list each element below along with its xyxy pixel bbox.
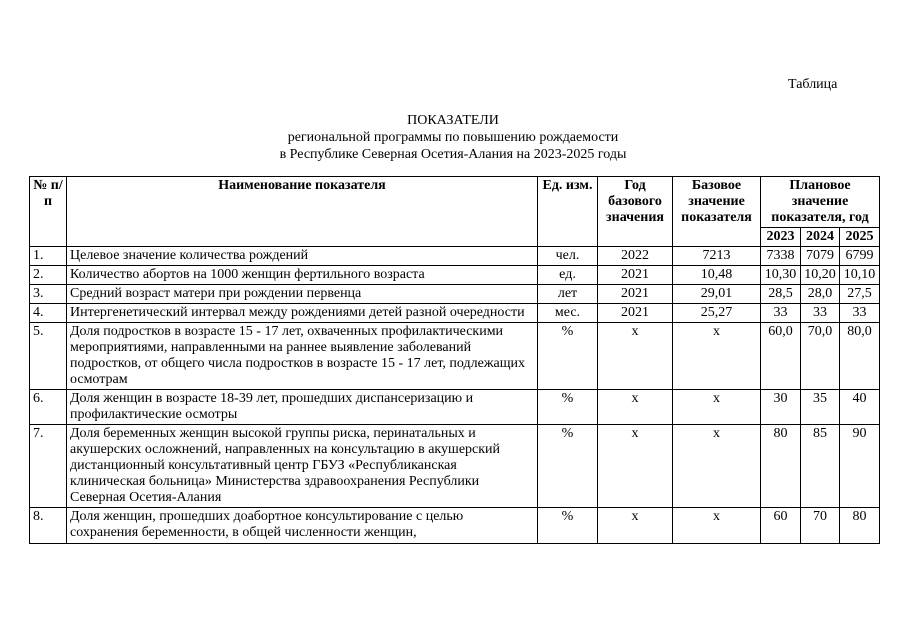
row-unit: мес. [538,304,598,323]
row-value-2024: 7079 [801,247,840,266]
row-base-year: x [598,390,673,425]
row-value-2023: 10,30 [761,266,801,285]
header-year-2023: 2023 [761,228,801,247]
row-base-year: x [598,425,673,508]
row-base-year: 2022 [598,247,673,266]
document-heading [0,112,906,163]
row-unit: % [538,508,598,544]
row-value-2025: 33 [840,304,880,323]
row-base-value: 29,01 [673,285,761,304]
row-value-2024: 85 [801,425,840,508]
row-value-2024: 33 [801,304,840,323]
row-base-year: 2021 [598,304,673,323]
header-year-2024: 2024 [801,228,840,247]
row-value-2023: 60,0 [761,323,801,390]
row-indicator-name: Интергенетический интервал между рождениями детей разной очередности [67,304,538,323]
row-base-value: x [673,323,761,390]
table-row [30,390,880,425]
row-value-2025: 6799 [840,247,880,266]
row-number: 1. [30,247,67,266]
row-value-2025: 10,10 [840,266,880,285]
header-planned-value: Плановое значение показателя, год [761,177,880,228]
header-unit: Ед. изм. [538,177,598,247]
table-row [30,247,880,266]
header-number: № п/п [30,177,67,247]
row-base-value: 10,48 [673,266,761,285]
row-value-2024: 28,0 [801,285,840,304]
row-base-year: 2021 [598,285,673,304]
table-row [30,323,880,390]
row-base-value: x [673,390,761,425]
row-base-value: x [673,425,761,508]
table-label: Таблица [788,77,838,92]
row-value-2023: 33 [761,304,801,323]
header-base-value: Базовое значение показателя [673,177,761,247]
row-value-2025: 40 [840,390,880,425]
row-number: 6. [30,390,67,425]
row-unit: чел. [538,247,598,266]
row-indicator-name: Доля подростков в возрасте 15 - 17 лет, охваченных профилактическими мероприятиями, направленными на раннее выявление заболеваний подростков, от общего числа подростков в возрасте 15 - 17 лет, подлежащих осмотрам [67,323,538,390]
row-base-year: x [598,323,673,390]
header-year-2025: 2025 [840,228,880,247]
row-base-value: 25,27 [673,304,761,323]
row-indicator-name: Доля женщин в возрасте 18-39 лет, прошедших диспансеризацию и профилактические осмотры [67,390,538,425]
row-unit: % [538,390,598,425]
row-unit: лет [538,285,598,304]
row-unit: % [538,425,598,508]
row-base-value: 7213 [673,247,761,266]
row-indicator-name: Доля беременных женщин высокой группы риска, перинатальных и акушерских осложнений, направленных на консультацию в акушерский дистанционный консультативный центр ГБУЗ «Республиканская клиническая больница» Министерства здравоохранения Республики Северная Осетия-Алания [67,425,538,508]
table-row [30,304,880,323]
table-row [30,285,880,304]
row-base-year: 2021 [598,266,673,285]
row-value-2023: 80 [761,425,801,508]
table-row [30,266,880,285]
heading-subtitle: региональной программы по повышению рождаемости [287,130,619,145]
row-value-2024: 70,0 [801,323,840,390]
row-value-2025: 27,5 [840,285,880,304]
row-indicator-name: Целевое значение количества рождений [67,247,538,266]
row-indicator-name: Средний возраст матери при рождении первенца [67,285,538,304]
heading-region: в Республике Северная Осетия-Алания на 2023-2025 годы [279,147,627,162]
row-value-2023: 7338 [761,247,801,266]
table-row [30,425,880,508]
table-row [30,508,880,544]
header-indicator-name: Наименование показателя [67,177,538,247]
row-value-2024: 70 [801,508,840,544]
row-unit: % [538,323,598,390]
row-number: 4. [30,304,67,323]
row-indicator-name [67,508,538,544]
row-value-2025: 90 [840,425,880,508]
row-number: 7. [30,425,67,508]
row-value-2025: 80 [840,508,880,544]
row-unit: ед. [538,266,598,285]
row-value-2023: 60 [761,508,801,544]
heading-title: ПОКАЗАТЕЛИ [407,113,499,128]
row-value-2024: 10,20 [801,266,840,285]
row-value-2023: 28,5 [761,285,801,304]
row-number: 3. [30,285,67,304]
row-indicator-name: Количество абортов на 1000 женщин фертильного возраста [67,266,538,285]
row-value-2025: 80,0 [840,323,880,390]
row-number: 2. [30,266,67,285]
row-base-year: x [598,508,673,544]
row-indicator-name-text: Доля женщин, прошедших доабортное консультирование с целью сохранения беременности, в общей численности женщин, [70,509,464,540]
header-base-year: Год базового значения [598,177,673,247]
indicators-table [29,176,880,544]
row-base-value: x [673,508,761,544]
row-value-2023: 30 [761,390,801,425]
row-number: 8. [30,508,67,544]
row-number: 5. [30,323,67,390]
row-value-2024: 35 [801,390,840,425]
